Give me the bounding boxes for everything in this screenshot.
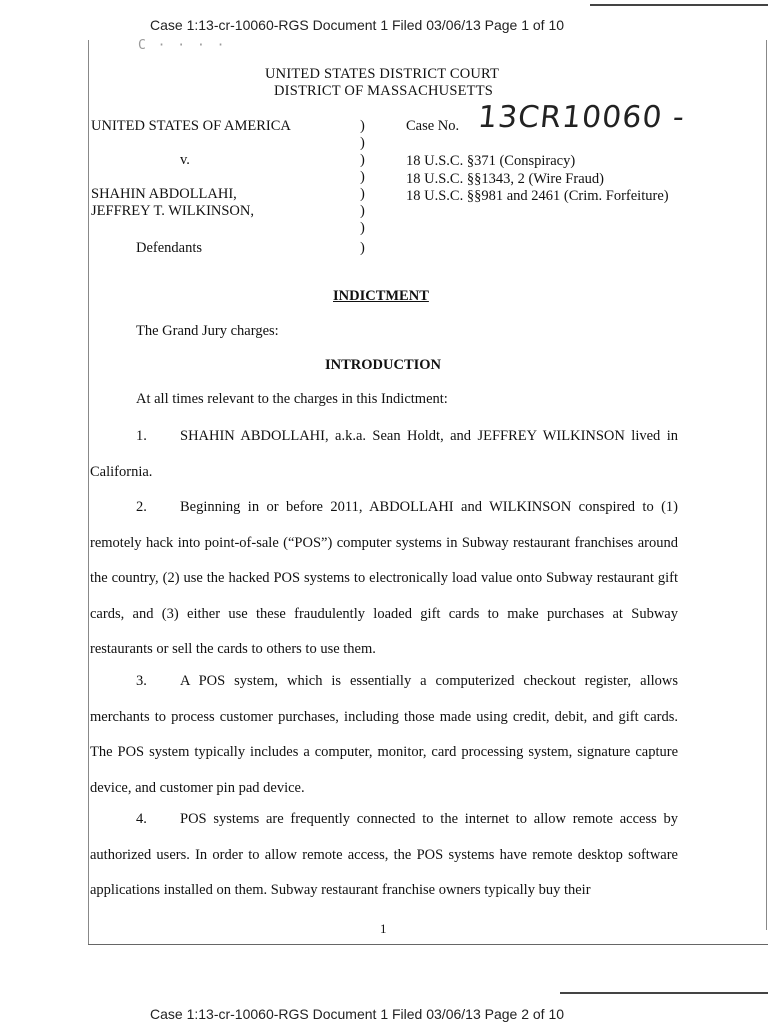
charge-forfeiture: 18 U.S.C. §§981 and 2461 (Crim. Forfeiture) bbox=[406, 188, 669, 204]
clerk-stamp: C · · · · bbox=[138, 38, 227, 53]
caption-paren: ) bbox=[360, 118, 365, 134]
document-title: INDICTMENT bbox=[333, 288, 429, 304]
defendant-2: JEFFREY T. WILKINSON, bbox=[91, 203, 254, 219]
paragraph-text: A POS system, which is essentially a computerized checkout register, allows merchants to process customer purchases, including those made using credit, debit, and gift cards. The POS system typically includes a computer, monitor, card processing system, signature capture device, and customer pin pad device. bbox=[90, 673, 678, 796]
page-number: 1 bbox=[380, 921, 387, 936]
defendants-label: Defendants bbox=[136, 240, 203, 256]
caption-paren: ) bbox=[360, 135, 365, 151]
caption-paren: ) bbox=[360, 152, 365, 168]
paragraph-3 bbox=[90, 664, 678, 806]
right-margin-line bbox=[766, 40, 767, 930]
page2-header-rule bbox=[560, 992, 768, 994]
case-number-handwritten: 13CR10060 - bbox=[476, 100, 687, 135]
caption-paren: ) bbox=[360, 203, 365, 219]
case-no-label: Case No. bbox=[406, 118, 460, 134]
header-rule bbox=[590, 4, 768, 6]
paragraph-text: Beginning in or before 2011, ABDOLLAHI and WILKINSON conspired to (1) remotely hack into point-of-sale (“POS”) computer systems in Subway restaurant franchises around the country, (2) use the hacked POS systems to electronically load value onto Subway restaurant gift cards, and (3) either use these fraudulently loaded gift cards to make purchases at Subway restaurants or sell the cards to others to use them. bbox=[90, 499, 678, 658]
charge-wire-fraud: 18 U.S.C. §§1343, 2 (Wire Fraud) bbox=[406, 171, 604, 187]
caption-paren: ) bbox=[360, 186, 365, 202]
versus: v. bbox=[180, 152, 190, 168]
caption-paren: ) bbox=[360, 240, 365, 256]
paragraph-1 bbox=[90, 419, 678, 490]
paragraph-number: 2. bbox=[136, 499, 147, 515]
page-header: Case 1:13-cr-10060-RGS Document 1 Filed 03/06/13 Page 1 of 10 bbox=[150, 17, 565, 33]
paragraph-4 bbox=[90, 802, 678, 909]
section-heading: INTRODUCTION bbox=[325, 357, 442, 373]
defendant-1: SHAHIN ABDOLLAHI, bbox=[91, 186, 237, 202]
paragraph-number: 1. bbox=[136, 428, 147, 444]
court-name: UNITED STATES DISTRICT COURT bbox=[265, 66, 500, 82]
caption-paren: ) bbox=[360, 220, 365, 236]
court-district: DISTRICT OF MASSACHUSETTS bbox=[274, 83, 494, 99]
paragraph-2 bbox=[90, 490, 678, 668]
paragraph-text: POS systems are frequently connected to the internet to allow remote access by authorized users. In order to allow remote access, the POS systems have remote desktop software applications installed on them. Subway restaurant franchise owners typically buy their bbox=[90, 811, 678, 899]
paragraph-number: 3. bbox=[136, 673, 147, 689]
charge-conspiracy: 18 U.S.C. §371 (Conspiracy) bbox=[406, 153, 576, 169]
left-margin-line bbox=[88, 40, 89, 945]
grand-jury-line: The Grand Jury charges: bbox=[136, 323, 279, 339]
caption-paren: ) bbox=[360, 169, 365, 185]
paragraph-number: 4. bbox=[136, 811, 147, 827]
relevant-line: At all times relevant to the charges in this Indictment: bbox=[136, 391, 448, 407]
page2-header: Case 1:13-cr-10060-RGS Document 1 Filed 03/06/13 Page 2 of 10 bbox=[150, 1006, 565, 1022]
paragraph-text: SHAHIN ABDOLLAHI, a.k.a. Sean Holdt, and JEFFREY WILKINSON lived in California. bbox=[90, 428, 678, 480]
plaintiff: UNITED STATES OF AMERICA bbox=[91, 118, 291, 134]
page-bottom-rule bbox=[88, 944, 768, 945]
